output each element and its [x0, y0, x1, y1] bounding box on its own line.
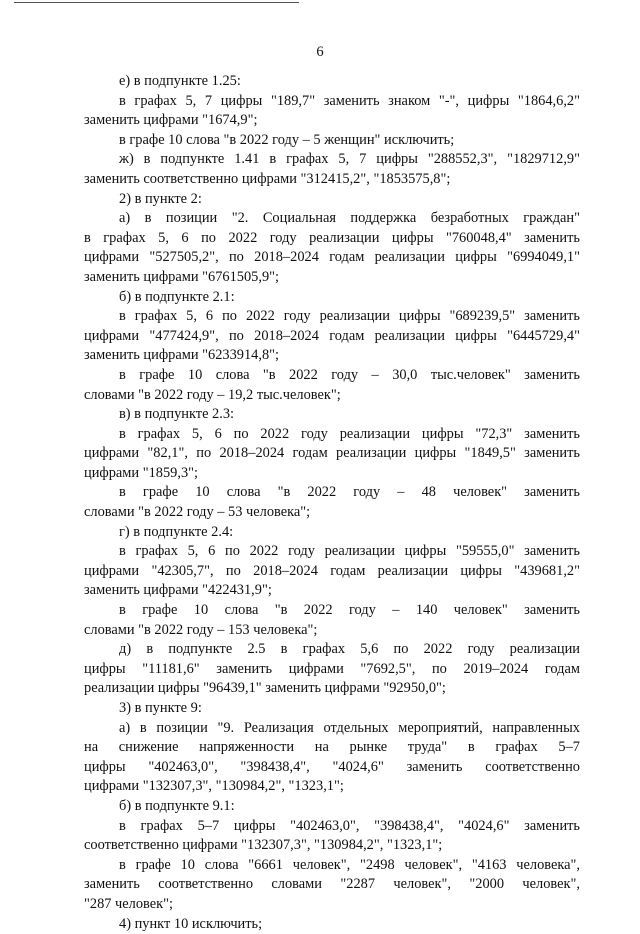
document-body	[84, 72, 580, 934]
text-line: цифрами "42305,7", по 2018–2024 годам реализации цифры "439681,2"	[84, 562, 580, 579]
text-line: цифрами "132307,3", "130984,2", "1323,1";	[84, 778, 344, 795]
text-line: "287 человек";	[84, 895, 174, 912]
text-line: в графах 5, 6 по 2022 году реализации цифры "72,3" заменить	[119, 425, 580, 442]
text-line: цифрами "1859,3";	[84, 464, 199, 481]
text-line: е) в подпункте 1.25:	[119, 73, 241, 89]
text-line: в графе 10 слова "в 2022 году – 30,0 тыс.человек" заменить	[119, 366, 580, 383]
text-line: реализации цифры "96439,1" заменить цифрами "92950,0";	[84, 680, 446, 697]
text-line: в графе 10 слова "в 2022 году – 140 человек" заменить	[119, 602, 580, 619]
text-line: б) в подпункте 9.1:	[119, 797, 235, 814]
text-line: словами "в 2022 году – 19,2 тыс.человек";	[84, 386, 341, 403]
text-line: в графе 10 слова "в 2022 году – 48 человек" заменить	[119, 484, 580, 501]
text-line: словами "в 2022 году – 53 человека";	[84, 504, 311, 521]
text-line: а) в позиции "9. Реализация отдельных мероприятий, направленных	[119, 719, 580, 736]
text-line: в графе 10 слова "в 2022 году – 5 женщин" исключить;	[119, 131, 455, 148]
text-line: в графах 5–7 цифры "402463,0", "398438,4", "4024,6" заменить	[119, 817, 580, 834]
text-line: в графе 10 слова "6661 человек", "2498 человек", "4163 человека",	[119, 856, 580, 873]
top-divider	[14, 2, 299, 3]
text-line: словами "в 2022 году – 153 человека";	[84, 621, 318, 638]
text-line: на снижение напряженности на рынке труда" в графах 5–7	[84, 739, 580, 756]
page-number: 6	[316, 44, 324, 60]
text-line: 4) пункт 10 исключить;	[119, 915, 263, 932]
text-line: в графах 5, 6 по 2022 году реализации цифры "689239,5" заменить	[119, 308, 580, 325]
text-line: ж) в подпункте 1.41 в графах 5, 7 цифры "288552,3", "1829712,9"	[119, 151, 580, 168]
text-line: заменить цифрами "6233914,8";	[84, 347, 280, 364]
text-line: соответственно цифрами "132307,3", "130984,2", "1323,1";	[84, 837, 443, 854]
text-line: заменить цифрами "1674,9";	[84, 112, 258, 129]
text-line: д) в подпункте 2.5 в графах 5,6 по 2022 году реализации	[119, 641, 580, 658]
text-line: а) в позиции "2. Социальная поддержка безработных граждан"	[119, 210, 580, 227]
text-line: цифрами "477424,9", по 2018–2024 годам реализации цифры "6445729,4"	[84, 327, 580, 344]
text-line: цифры "402463,0", "398438,4", "4024,6" заменить соответственно	[84, 758, 580, 775]
text-line: в графах 5, 6 по 2022 году реализации цифры "760048,4" заменить	[84, 229, 580, 246]
text-line: в графах 5, 7 цифры "189,7" заменить знаком "-", цифры "1864,6,2"	[119, 92, 580, 109]
text-line: б) в подпункте 2.1:	[119, 288, 235, 305]
text-line: 2) в пункте 2:	[119, 190, 202, 207]
text-line: заменить соответственно цифрами "312415,2", "1853575,8";	[84, 170, 451, 187]
text-line: цифрами "82,1", по 2018–2024 годам реализации цифры "1849,5" заменить	[84, 445, 580, 462]
text-line: цифры "11181,6" заменить цифрами "7692,5", по 2019–2024 годам	[84, 660, 580, 677]
text-line: в графах 5, 6 по 2022 году реализации цифры "59555,0" заменить	[119, 543, 580, 560]
text-line: в) в подпункте 2.3:	[119, 406, 235, 423]
text-line: заменить соответственно словами "2287 человек", "2000 человек",	[84, 876, 580, 893]
text-line: 3) в пункте 9:	[119, 700, 202, 716]
text-line: заменить цифрами "422431,9";	[84, 582, 272, 599]
text-line: заменить цифрами "6761505,9";	[84, 268, 280, 285]
text-line: г) в подпункте 2.4:	[119, 523, 234, 540]
text-line: цифрами "527505,2", по 2018–2024 годам реализации цифры "6994049,1"	[84, 249, 580, 266]
